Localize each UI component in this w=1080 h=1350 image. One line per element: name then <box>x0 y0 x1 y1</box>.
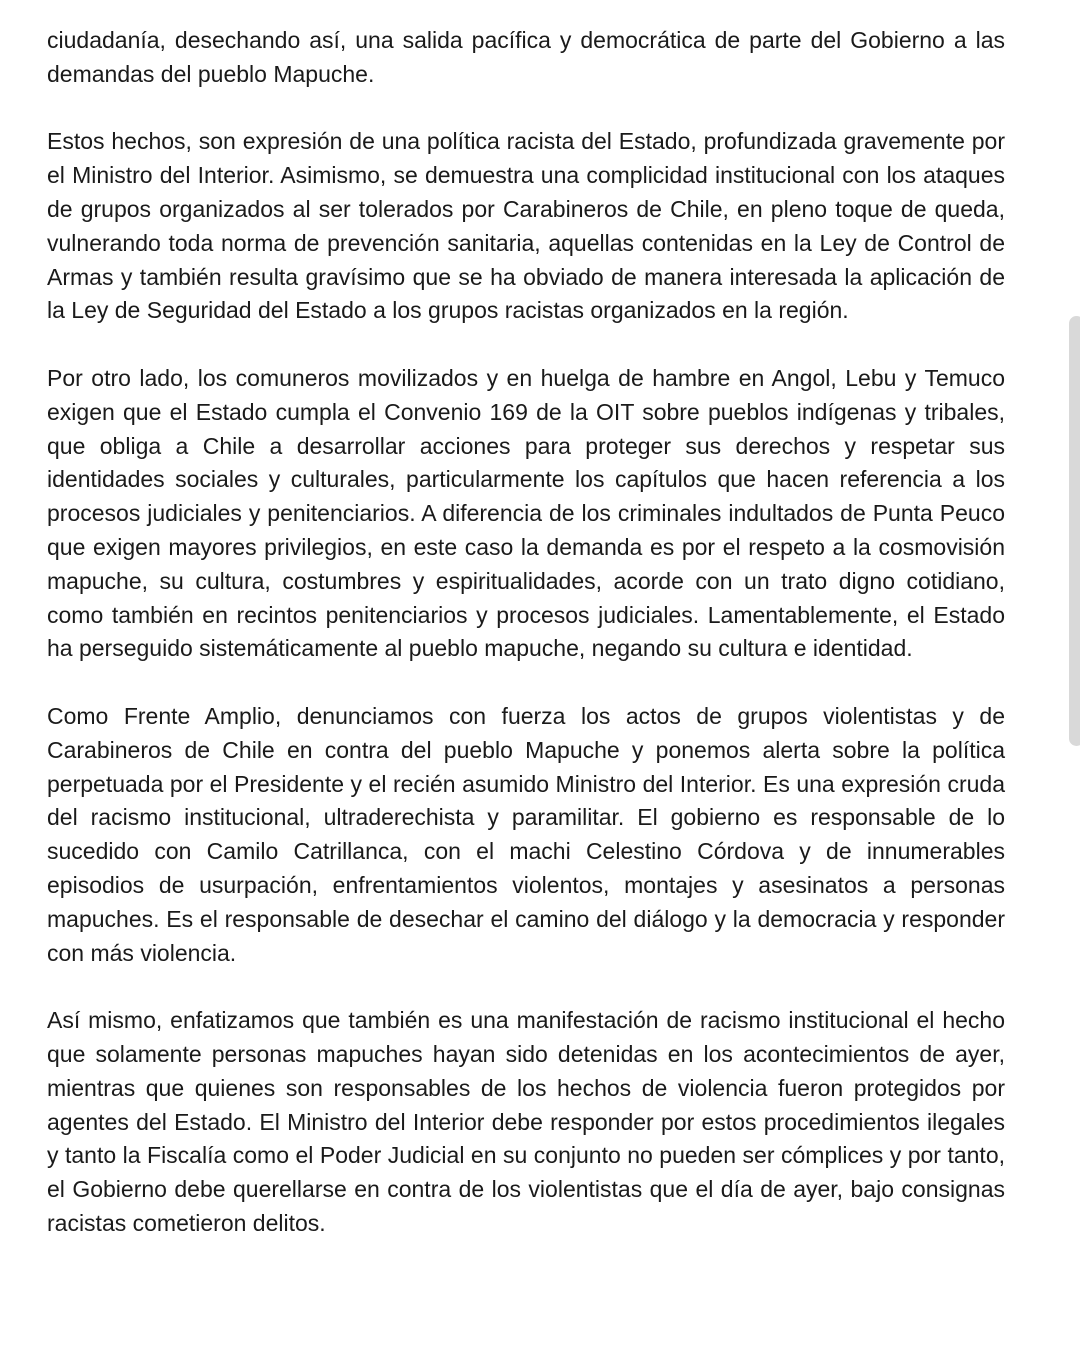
document-body <box>47 24 1005 1274</box>
vertical-scrollbar[interactable] <box>1069 316 1080 746</box>
paragraph-2: Estos hechos, son expresión de una política racista del Estado, profundizada gravemente por el Ministro del Interior. Asimismo, se demuestra una complicidad institucional con los ataques de grupos organizados al ser tolerados por Carabineros de Chile, en pleno toque de queda, vulnerando toda norma de prevención sanitaria, aquellas contenidas en la Ley de Control de Armas y también resulta gravísimo que se ha obviado de manera interesada la aplicación de la Ley de Seguridad del Estado a los grupos racistas organizados en la región. <box>47 128 1005 324</box>
paragraph-4: Como Frente Amplio, denunciamos con fuerza los actos de grupos violentistas y de Carabineros de Chile en contra del pueblo Mapuche y ponemos alerta sobre la política perpetuada por el Presidente y el recién asumido Ministro del Interior. Es una expresión cruda del racismo institucional, ultraderechista y paramilitar. El gobierno es responsable de lo sucedido con Camilo Catrillanca, con el machi Celestino Córdova y de innumerables episodios de usurpación, enfrentamientos violentos, montajes y asesinatos a personas mapuches. Es el responsable de desechar el camino del diálogo y la democracia y responder con más violencia. <box>47 702 1005 966</box>
paragraph-5: Así mismo, enfatizamos que también es una manifestación de racismo institucional el hecho que solamente personas mapuches hayan sido detenidas en los acontecimientos de ayer, mientras que quienes son responsables de los hechos de violencia fueron protegidos por agentes del Estado. El Ministro del Interior debe responder por estos procedimientos ilegales y tanto la Fiscalía como el Poder Judicial en su conjunto no pueden ser cómplices y por tanto, el Gobierno debe querellarse en contra de los violentistas que el día de ayer, bajo consignas racistas cometieron delitos. <box>47 1007 1005 1236</box>
paragraph-1: ciudadanía, desechando así, una salida pacífica y democrática de parte del Gobierno a las demandas del pueblo Mapuche. <box>47 27 1005 87</box>
paragraph-3: Por otro lado, los comuneros movilizados y en huelga de hambre en Angol, Lebu y Temuco exigen que el Estado cumpla el Convenio 169 de la OIT sobre pueblos indígenas y tribales, que obliga a Chile a desarrollar acciones para proteger sus derechos y respetar sus identidades sociales y culturales, particularmente los capítulos que hacen referencia a los procesos judiciales y penitenciarios. A diferencia de los criminales indultados de Punta Peuco que exigen mayores privilegios, en este caso la demanda es por el respeto a la cosmovisión mapuche, su cultura, costumbres y espiritualidades, acorde con un trato digno cotidiano, como también en recintos penitenciarios y procesos judiciales. Lamentablemente, el Estado ha perseguido sistemáticamente al pueblo mapuche, negando su cultura e identidad. <box>47 364 1005 662</box>
